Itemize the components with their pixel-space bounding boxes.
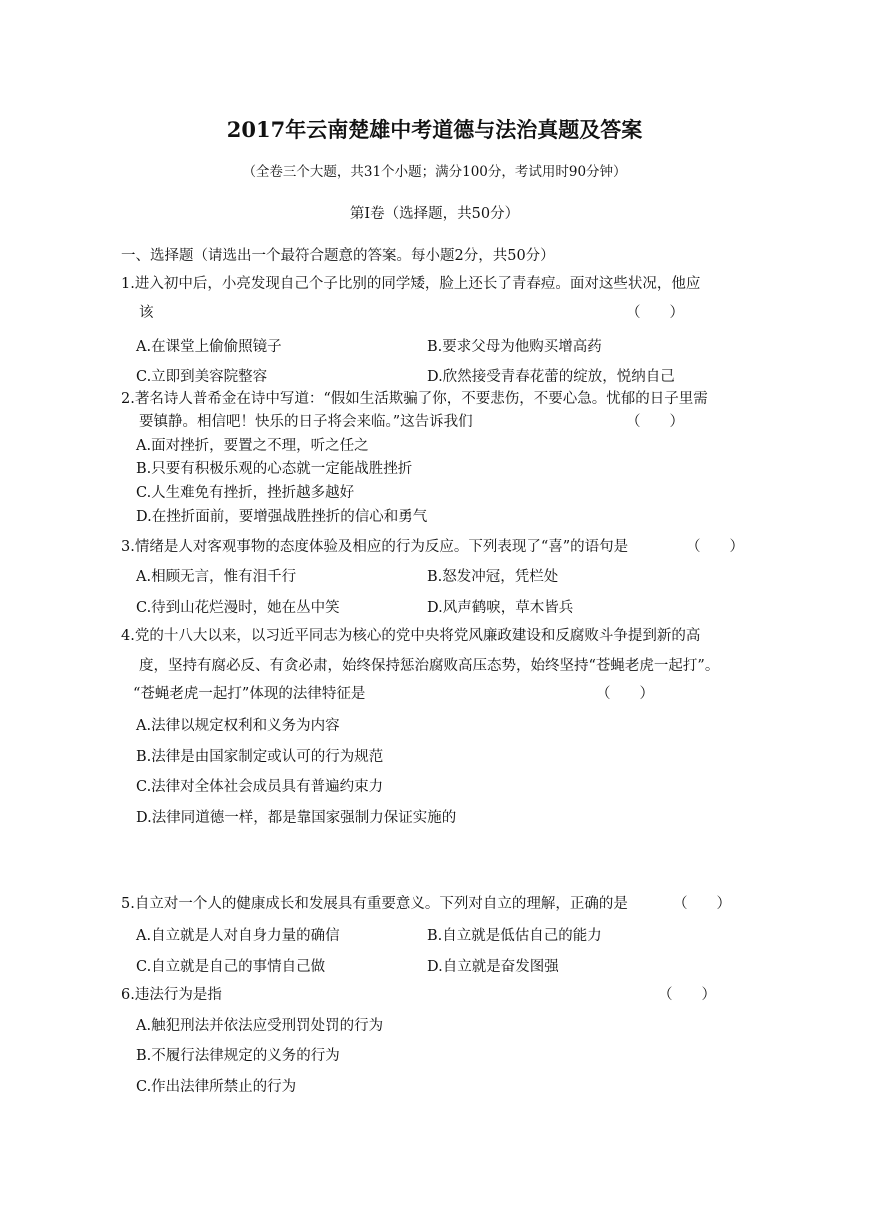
question-stem-line: 6.违法行为是指 xyxy=(121,987,222,1003)
option-d: D.风声鹤唳，草木皆兵 xyxy=(427,600,574,616)
section-heading: 一、选择题（请选出一个最符合题意的答案。每小题2分，共50分） xyxy=(121,248,555,264)
option-b: B.要求父母为他购买增高药 xyxy=(427,339,602,355)
option-c: C.法律对全体社会成员具有普遍约束力 xyxy=(136,779,384,795)
option-a: A.面对挫折，要置之不理，听之任之 xyxy=(136,438,369,454)
option-b: B.怒发冲冠，凭栏处 xyxy=(427,569,559,585)
option-c: C.立即到美容院整容 xyxy=(136,369,268,385)
option-a: A.触犯刑法并依法应受刑罚处罚的行为 xyxy=(136,1018,384,1034)
option-b: B.法律是由国家制定或认可的行为规范 xyxy=(136,749,384,765)
answer-bracket: （ ） xyxy=(626,414,684,430)
question-stem-line: 度，坚持有腐必反、有贪必肃，始终保持惩治腐败高压态势，始终坚持“苍蝇老虎一起打”。 xyxy=(139,658,720,674)
option-a: A.自立就是人对自身力量的确信 xyxy=(136,928,340,944)
answer-bracket: （ ） xyxy=(626,305,684,321)
option-c: C.自立就是自己的事情自己做 xyxy=(136,959,326,975)
question-stem-line: 要镇静。相信吧！快乐的日子将会来临。”这告诉我们 xyxy=(139,414,473,430)
question-stem-line: 4.党的十八大以来，以习近平同志为核心的党中央将党风廉政建设和反腐败斗争提到新的高 xyxy=(121,628,701,644)
question-stem-line: 1.进入初中后，小亮发现自己个子比别的同学矮，脸上还长了青春痘。面对这些状况，他应 xyxy=(121,276,701,292)
option-c: C.作出法律所禁止的行为 xyxy=(136,1079,297,1095)
option-c: C.待到山花烂漫时，她在丛中笑 xyxy=(136,600,340,616)
question-stem-line: 3.情绪是人对客观事物的态度体验及相应的行为反应。下列表现了“喜”的语句是 xyxy=(121,539,629,555)
option-d: D.在挫折面前，要增强战胜挫折的信心和勇气 xyxy=(136,509,428,525)
part-heading: 第Ⅰ卷（选择题，共50分） xyxy=(349,206,520,222)
option-c: C.人生难免有挫折，挫折越多越好 xyxy=(136,485,355,501)
option-d: D.法律同道德一样，都是靠国家强制力保证实施的 xyxy=(136,810,457,826)
answer-bracket: （ ） xyxy=(658,987,716,1003)
option-b: B.自立就是低估自己的能力 xyxy=(427,928,602,944)
option-d: D.自立就是奋发图强 xyxy=(427,959,559,975)
answer-bracket: （ ） xyxy=(596,686,654,702)
answer-bracket: （ ） xyxy=(673,896,731,912)
question-stem-line: 5.自立对一个人的健康成长和发展具有重要意义。下列对自立的理解，正确的是 xyxy=(121,896,628,912)
option-a: A.法律以规定权利和义务为内容 xyxy=(136,718,340,734)
question-stem-line: “苍蝇老虎一起打”体现的法律特征是 xyxy=(133,686,366,702)
option-b: B.不履行法律规定的义务的行为 xyxy=(136,1048,340,1064)
option-a: A.相顾无言，惟有泪千行 xyxy=(136,569,297,585)
document-title: 2017年云南楚雄中考道德与法治真题及答案 xyxy=(226,117,643,142)
exam-info: （全卷三个大题，共31个小题；满分100分，考试用时90分钟） xyxy=(242,164,627,180)
answer-bracket: （ ） xyxy=(686,539,744,555)
option-d: D.欣然接受青春花蕾的绽放，悦纳自己 xyxy=(427,369,675,385)
question-stem-line: 该 xyxy=(139,305,154,321)
option-b: B.只要有积极乐观的心态就一定能战胜挫折 xyxy=(136,461,413,477)
question-stem-line: 2.著名诗人普希金在诗中写道：“假如生活欺骗了你，不要悲伤，不要心急。忧郁的日子里需 xyxy=(121,391,708,407)
option-a: A.在课堂上偷偷照镜子 xyxy=(136,339,282,355)
